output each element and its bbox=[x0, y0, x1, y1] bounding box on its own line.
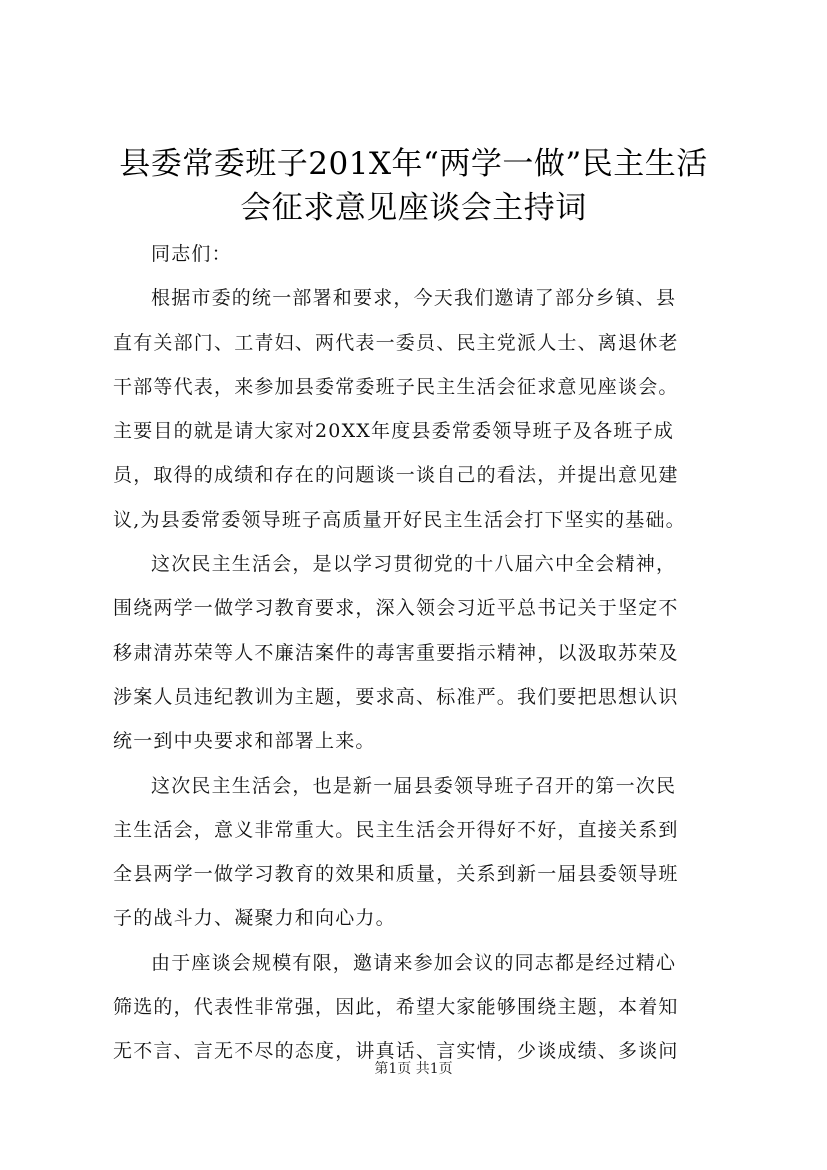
body-line: 这次民主生活会，是以学习贯彻党的十八届六中全会精神， bbox=[151, 553, 677, 576]
body-line: 议,为县委常委领导班子高质量开好民主生活会打下坚实的基础。 bbox=[113, 508, 686, 531]
body-line: 子的战斗力、凝聚力和向心力。 bbox=[113, 907, 396, 930]
body-line: 这次民主生活会，也是新一届县委领导班子召开的第一次民 bbox=[151, 774, 677, 797]
body-line: 由于座谈会规模有限，邀请来参加会议的同志都是经过精心 bbox=[151, 951, 677, 974]
title-line-1: 县委常委班子201X年“两学一做”民主生活 bbox=[119, 146, 708, 182]
body-line: 涉案人员违纪教训为主题，要求高、标准严。我们要把思想认识 bbox=[113, 685, 679, 708]
document-title bbox=[60, 142, 767, 230]
body-line: 移肃清苏荣等人不廉洁案件的毒害重要指示精神，以汲取苏荣及 bbox=[113, 641, 679, 664]
body-line: 筛选的，代表性非常强，因此，希望大家能够围绕主题，本着知 bbox=[113, 996, 679, 1019]
document-body bbox=[113, 232, 733, 1074]
body-line: 全县两学一做学习教育的效果和质量，关系到新一届县委领导班 bbox=[113, 863, 679, 886]
body-line: 主生活会，意义非常重大。民主生活会开得好不好，直接关系到 bbox=[113, 818, 679, 841]
body-line: 干部等代表，来参加县委常委班子民主生活会征求意见座谈会。 bbox=[113, 375, 679, 398]
body-line: 根据市委的统一部署和要求，今天我们邀请了部分乡镇、县 bbox=[151, 287, 677, 310]
body-line: 同志们： bbox=[151, 243, 232, 265]
body-line: 直有关部门、工青妇、两代表一委员、民主党派人士、离退休老 bbox=[113, 331, 679, 354]
body-line: 主要目的就是请大家对20XX年度县委常委领导班子及各班子成 bbox=[113, 420, 675, 443]
body-line: 员，取得的成绩和存在的问题谈一谈自己的看法，并提出意见建 bbox=[113, 464, 679, 487]
body-line: 围绕两学一做学习教育要求，深入领会习近平总书记关于坚定不 bbox=[113, 597, 679, 620]
body-line: 统一到中央要求和部署上来。 bbox=[113, 730, 376, 753]
title-line-2: 会征求意见座谈会主持词 bbox=[240, 190, 587, 226]
body-line: 无不言、言无不尽的态度，讲真话、言实情，少谈成绩、多谈问 bbox=[113, 1040, 679, 1063]
page-footer: 第1页 共1页 bbox=[374, 1061, 453, 1077]
